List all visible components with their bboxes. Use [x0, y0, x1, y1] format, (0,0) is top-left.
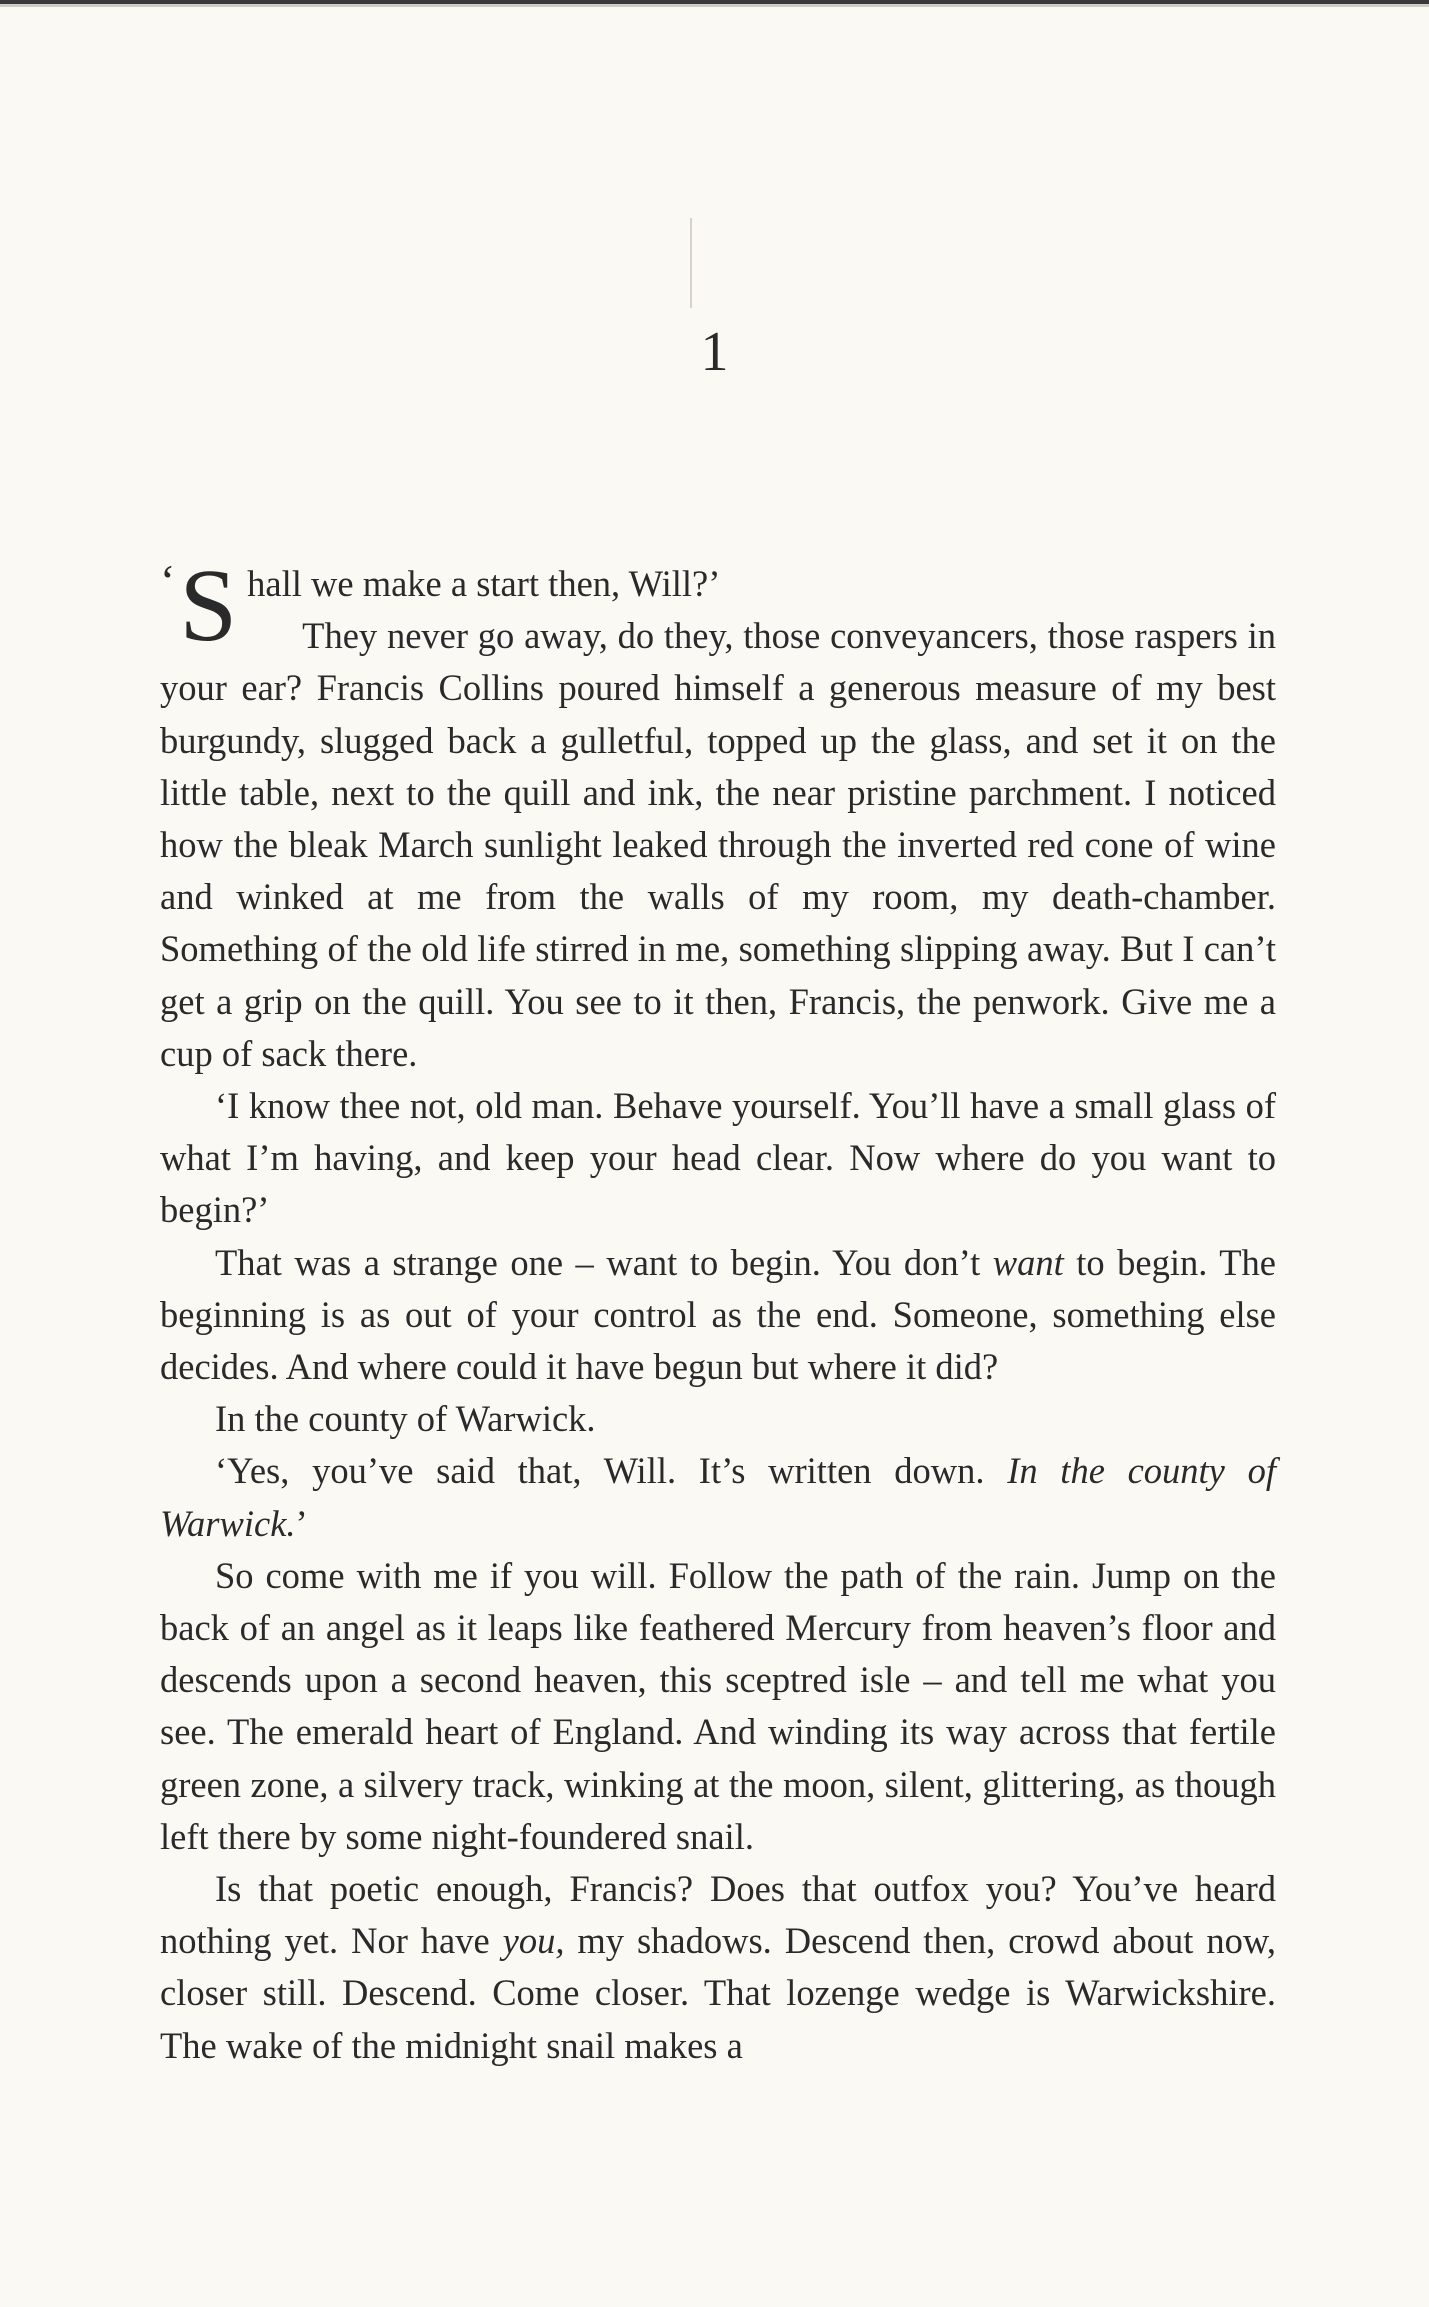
- opening-line: hall we make a start then, Will?’: [247, 563, 721, 604]
- paragraph-7-text-after: my shadows. Descend then, crowd about now, closer still. Descend. Come closer. That lozenge wedge is Warwickshire. The wake of the midnight snail makes a: [160, 1920, 1276, 2066]
- paragraph-7-italic: you,: [502, 1920, 565, 1962]
- paragraph-7: [160, 1863, 1276, 2072]
- paragraph-5-text-after: ’: [295, 1502, 308, 1544]
- paragraph-3-text-before: That was a strange one – want to begin. You don’t: [215, 1241, 993, 1283]
- scan-gutter-mark: [690, 218, 692, 308]
- paragraph-4-text: In the county of Warwick.: [215, 1398, 596, 1440]
- paragraph-4: [160, 1393, 1276, 1445]
- page-top-edge-shadow: [0, 4, 1429, 7]
- paragraph-6: [160, 1550, 1276, 1863]
- paragraph-7-text-before: Is that poetic enough, Francis? Does that outfox you? You’ve heard nothing yet. Nor have: [160, 1868, 1276, 1962]
- paragraph-3: [160, 1237, 1276, 1394]
- paragraph-3-text-after: to begin. The beginning is as out of your control as the end. Someone, something else decides. And where could it have begun but where it did?: [160, 1241, 1276, 1388]
- chapter-body: [160, 548, 1276, 2072]
- paragraph-5-italic: In the county of Warwick.: [160, 1450, 1276, 1544]
- opening-quote-mark: ‘: [160, 555, 176, 606]
- opening-paragraph: [160, 548, 1276, 1080]
- chapter-number: 1: [700, 321, 729, 383]
- drop-cap: S: [179, 548, 238, 663]
- paragraph-2-text: ‘I know thee not, old man. Behave yourself. You’ll have a small glass of what I’m having, and keep your head clear. Now where do you want to begin?’: [160, 1085, 1276, 1231]
- paragraph-6-text: So come with me if you will. Follow the path of the rain. Jump on the back of an angel as it leaps like feathered Mercury from heaven’s floor and descends upon a second heaven, this sceptred isle – and tell me what you see. The emerald heart of England. And winding its way across that fertile green zone, a silvery track, winking at the moon, silent, glittering, as though left there by some night-foundered snail.: [160, 1554, 1276, 1857]
- paragraph-5: [160, 1445, 1276, 1549]
- paragraph-2: [160, 1080, 1276, 1237]
- paragraph-1-text: They never go away, do they, those conveyancers, those raspers in your ear? Francis Collins poured himself a generous measure of my best burgundy, slugged back a gulletful, topped up the glass, and set it on the little table, next to the quill and ink, the near pristine parchment. I noticed how the bleak March sunlight leaked through the inverted red cone of wine and winked at me from the walls of my room, my death-chamber. Something of the old life stirred in me, something slipping away. But I can’t get a grip on the quill. You see to it then, Francis, the penwork. Give me a cup of sack there.: [160, 615, 1276, 1074]
- paragraph-5-text-before: ‘Yes, you’ve said that, Will. It’s written down.: [215, 1450, 1008, 1492]
- paragraph-3-italic: want: [992, 1241, 1064, 1283]
